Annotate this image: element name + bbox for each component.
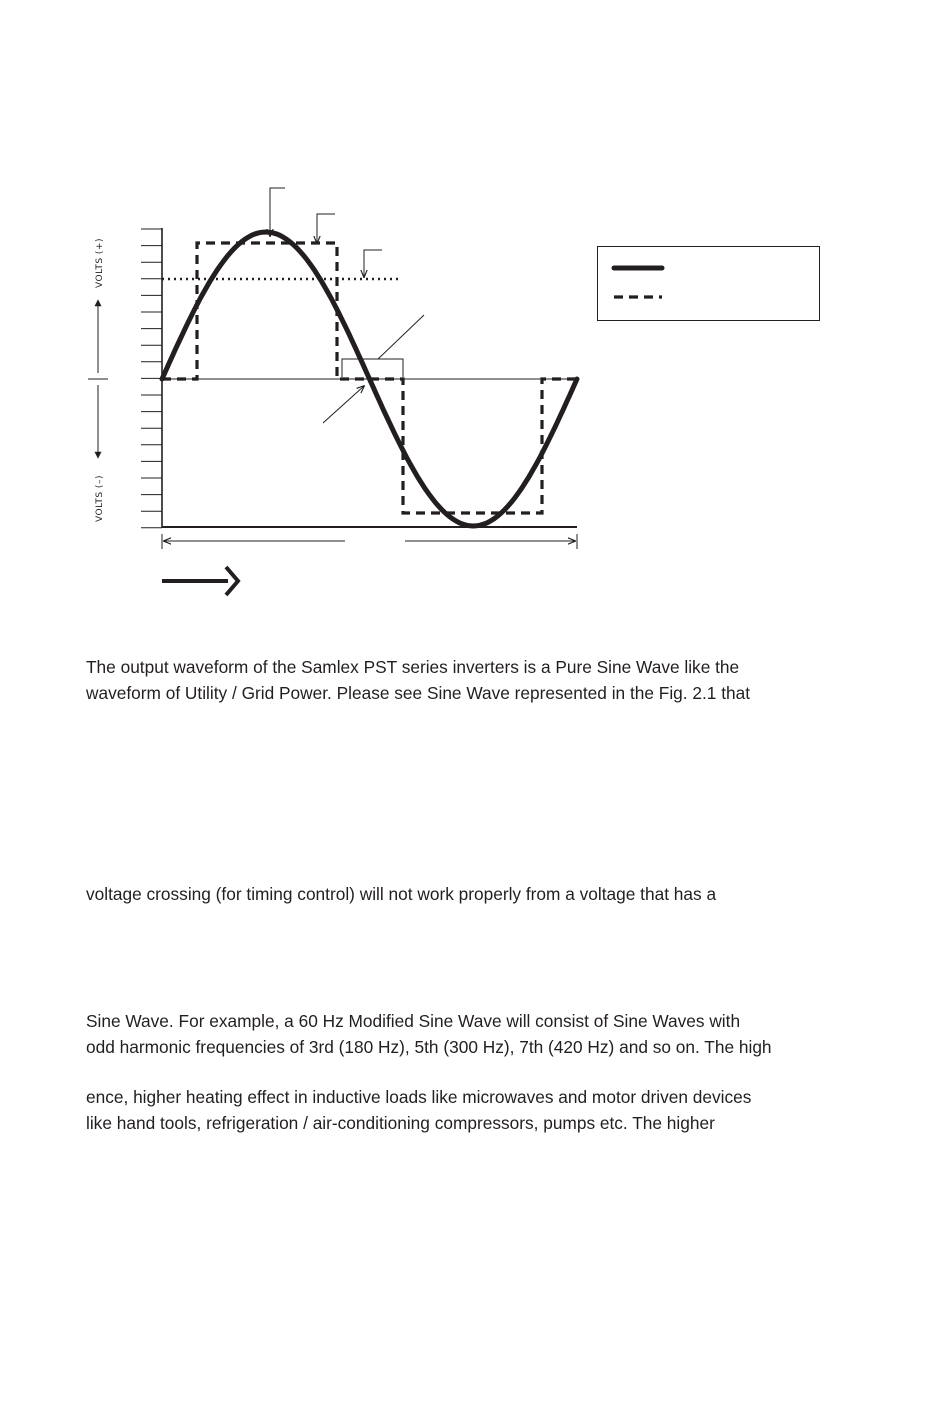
waveform-figure	[0, 0, 950, 620]
paragraph-1-line-2: waveform of Utility / Grid Power. Please see Sine Wave represented in the Fig. 2.1 that	[86, 683, 751, 703]
y-axis-ticks	[141, 229, 162, 528]
sine-peak-pointer	[270, 188, 285, 236]
rms-pointer	[364, 250, 382, 277]
volts-negative-label: VOLTS (–)	[95, 475, 105, 522]
legend-box	[598, 247, 820, 321]
paragraph-2-line-1: voltage crossing (for timing control) will not work properly from a voltage that has a	[86, 884, 717, 904]
paragraph-3-line-1: Sine Wave. For example, a 60 Hz Modified Sine Wave will consist of Sine Waves with	[86, 1011, 741, 1031]
legend	[598, 247, 820, 321]
dead-time-bracket	[342, 359, 403, 377]
paragraph-1-line-1: The output waveform of the Samlex PST series inverters is a Pure Sine Wave like the	[86, 657, 740, 677]
paragraph-4-line-1: ence, higher heating effect in inductive loads like microwaves and motor driven devices	[86, 1087, 752, 1107]
zero-crossing-pointer	[323, 386, 364, 423]
msw-peak-pointer	[317, 214, 335, 243]
paragraph-4-line-2: like hand tools, refrigeration / air-conditioning compressors, pumps etc. The higher	[86, 1113, 715, 1133]
paragraph-3-line-2: odd harmonic frequencies of 3rd (180 Hz), 5th (300 Hz), 7th (420 Hz) and so on. The high	[86, 1037, 772, 1057]
dead-time-leader	[378, 315, 424, 359]
volts-positive-label: VOLTS (+)	[95, 238, 105, 288]
